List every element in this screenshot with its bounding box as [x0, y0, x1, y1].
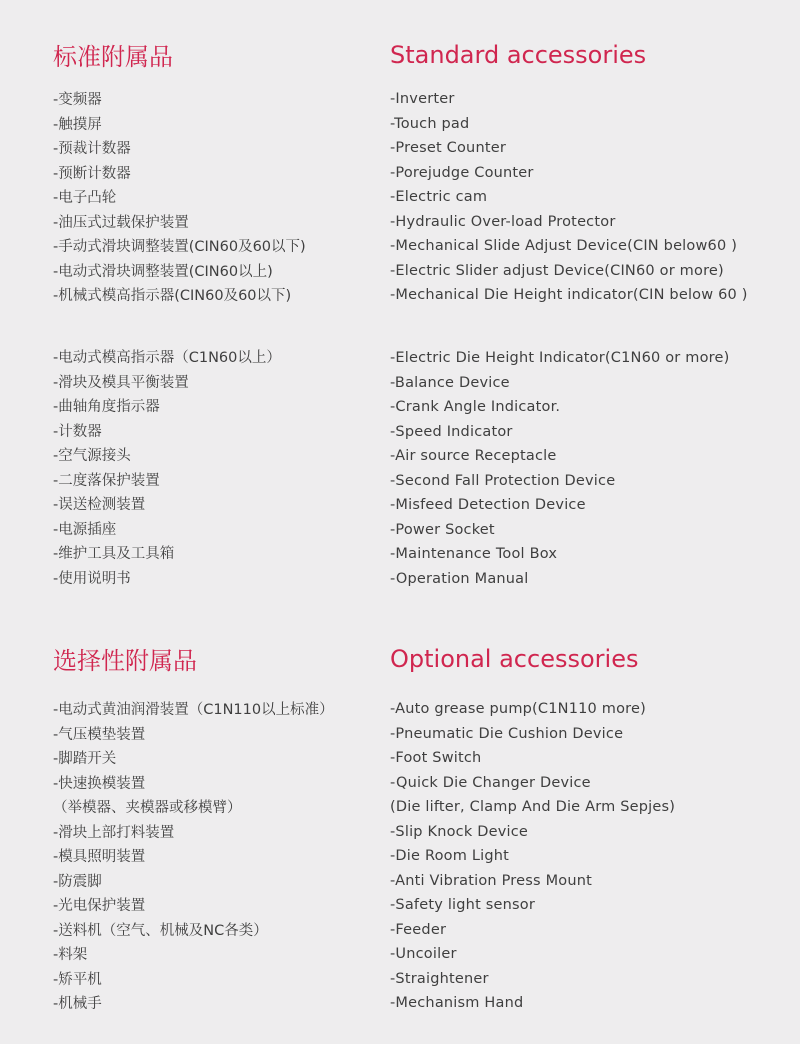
- standard-title-en: Standard accessories: [390, 41, 647, 69]
- list-item: -计数器: [53, 423, 102, 440]
- list-item: -Pneumatic Die Cushion Device: [390, 725, 624, 742]
- list-item: -防震脚: [53, 873, 102, 890]
- list-item: -Electric cam: [390, 189, 488, 205]
- list-item: -Operation Manual: [390, 570, 529, 587]
- list-item: -Slip Knock Device: [390, 823, 529, 840]
- list-item: -Foot Switch: [390, 750, 482, 766]
- list-item: -Hydraulic Over-load Protector: [390, 213, 616, 230]
- list-item: (Die lifter, Clamp And Die Arm Sepjes): [390, 799, 676, 815]
- list-item: -料架: [53, 947, 88, 963]
- list-item: -油压式过载保护装置: [53, 214, 189, 231]
- list-item: -矫平机: [53, 971, 102, 988]
- list-item: -滑块及模具平衡装置: [53, 374, 189, 391]
- list-item: -机械手: [53, 996, 102, 1012]
- standard-title-cn: 标准附属品: [53, 43, 173, 71]
- list-item: -使用说明书: [53, 570, 131, 587]
- list-item: -Speed Indicator: [390, 423, 513, 440]
- list-item: -误送检测装置: [53, 497, 146, 513]
- list-item: -气压模垫装置: [53, 726, 146, 743]
- list-item: -Preset Counter: [390, 140, 506, 156]
- list-item: -滑块上部打料装置: [53, 824, 175, 841]
- list-item: -机械式模高指示器(CIN60及60以下): [53, 288, 292, 304]
- list-item: -Misfeed Detection Device: [390, 497, 586, 513]
- list-item: -Electric Slider adjust Device(CIN60 or more): [390, 262, 724, 279]
- standard-list-en-2: [390, 346, 729, 591]
- list-item: -触摸屏: [53, 116, 102, 133]
- list-item: -Air source Receptacle: [390, 448, 557, 464]
- list-item: -电源插座: [53, 521, 117, 538]
- list-item: -Balance Device: [390, 374, 510, 391]
- list-item: -手动式滑块调整装置(CIN60及60以下): [53, 239, 306, 255]
- list-item: -维护工具及工具箱: [53, 546, 175, 562]
- list-item: -Mechanical Slide Adjust Device(CIN below60 ): [390, 238, 738, 254]
- list-item: -送料机（空气、机械及NC各类）: [53, 922, 268, 939]
- list-item: -Second Fall Protection Device: [390, 472, 616, 489]
- optional-list-en: [390, 697, 675, 1016]
- list-item: -快速换模装置: [53, 775, 146, 792]
- list-item: -变频器: [53, 92, 102, 108]
- optional-title-en: Optional accessories: [390, 645, 639, 673]
- list-item: -二度落保护装置: [53, 472, 160, 489]
- list-item: （举模器、夹模器或移模臂）: [53, 800, 242, 816]
- list-item: -电动式模高指示器（C1N60以上）: [53, 350, 281, 366]
- optional-list-cn: [53, 698, 334, 1017]
- list-item: -模具照明装置: [53, 849, 146, 865]
- standard-list-cn-1: [53, 88, 306, 309]
- list-item: -电动式滑块调整装置(CIN60以上): [53, 263, 273, 280]
- standard-list-en-1: [390, 87, 748, 308]
- standard-list-cn-2: [53, 346, 281, 591]
- list-item: -Feeder: [390, 921, 447, 938]
- list-item: -Safety light sensor: [390, 897, 536, 913]
- optional-title-cn: 选择性附属品: [53, 647, 197, 675]
- list-item: -Touch pad: [390, 115, 470, 132]
- list-item: -Inverter: [390, 91, 455, 107]
- list-item: -Straightener: [390, 970, 489, 987]
- list-item: -Electric Die Height Indicator(C1N60 or more): [390, 350, 730, 366]
- list-item: -Uncoiler: [390, 946, 457, 962]
- list-item: -电动式黄油润滑装置（C1N110以上标准）: [53, 702, 334, 718]
- list-item: -Die Room Light: [390, 848, 510, 864]
- list-item: -Anti Vibration Press Mount: [390, 872, 593, 889]
- list-item: -Mechanism Hand: [390, 995, 524, 1011]
- list-item: -Power Socket: [390, 521, 495, 538]
- list-item: -预断计数器: [53, 165, 131, 182]
- list-item: -Auto grease pump(C1N110 more): [390, 701, 647, 717]
- list-item: -空气源接头: [53, 448, 131, 464]
- list-item: -预裁计数器: [53, 141, 131, 157]
- list-item: -光电保护装置: [53, 898, 146, 914]
- list-item: -曲轴角度指示器: [53, 399, 160, 415]
- list-item: -脚踏开关: [53, 751, 117, 767]
- list-item: -Porejudge Counter: [390, 164, 534, 181]
- list-item: -Mechanical Die Height indicator(CIN below 60 ): [390, 287, 748, 303]
- list-item: -Crank Angle Indicator.: [390, 399, 561, 415]
- list-item: -电子凸轮: [53, 190, 117, 206]
- list-item: -Maintenance Tool Box: [390, 546, 558, 562]
- list-item: -Quick Die Changer Device: [390, 774, 591, 791]
